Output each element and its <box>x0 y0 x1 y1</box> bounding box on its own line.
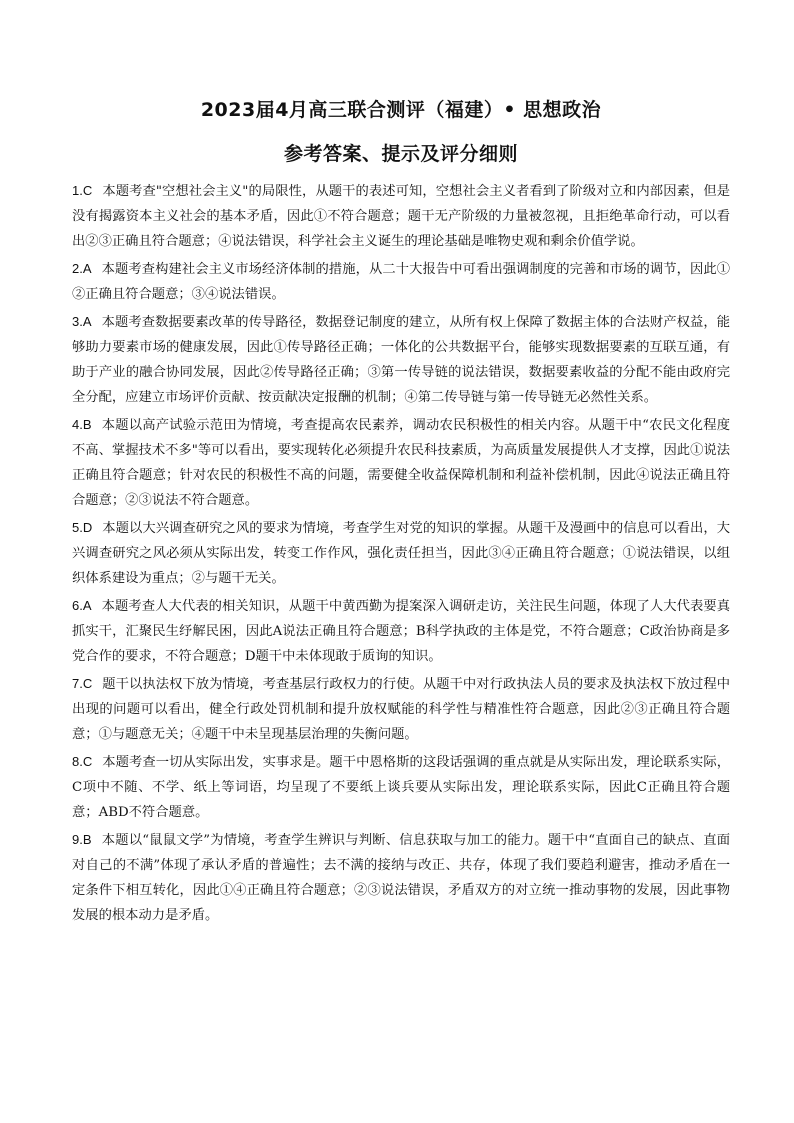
answer-explanation: 本题考查数据要素改革的传导路径，数据登记制度的建立，从所有权上保障了数据主体的合法财产权益，能够助力要素市场的健康发展，因此①传导路径正确；一体化的公共数据平台，能够实现数据要素的互联互通，有助于产业的融合协同发展，因此②传导路径正确；③第一传导链的说法错误，数据要素收益的分配不能由政府完全分配，应建立市场评价贡献、按贡献决定报酬的机制；④第二传导链与第一传导链无必然性关系。 <box>72 315 730 405</box>
answer-item <box>72 749 730 825</box>
document-title: 2023届4月高三联合测评（福建）• 思想政治 <box>200 99 602 121</box>
answer-number: 5.D <box>72 520 93 535</box>
answer-explanation: 本题以高产试验示范田为情境，考查提高农民素养，调动农民积极性的相关内容。从题干中“农民文化程度不高、掌握技术不多"等可以看出，要实现转化必须提升农民科技素质，为高质量发展提供人才支撑，因此①说法正确且符合题意；针对农民的积极性不高的问题，需要健全收益保障机制和利益补偿机制，因此④说法正确且符合题意；②③说法不符合题意。 <box>72 418 730 508</box>
answer-item <box>72 309 730 410</box>
answer-number: 4.B <box>72 417 92 432</box>
answer-explanation: 本题考查构建社会主义市场经济体制的措施，从二十大报告中可看出强调制度的完善和市场的调节，因此①②正确且符合题意；③④说法错误。 <box>72 262 730 302</box>
answer-explanation: 本题考查人大代表的相关知识，从题干中黄西勤为提案深入调研走访，关注民生问题，体现了人大代表要真抓实干，汇聚民生纾解民困，因此A说法正确且符合题意；B科学执政的主体是党，不符合题意；C政治协商是多党合作的要求，不符合题意；D题干中未体现敢于质询的知识。 <box>72 599 730 664</box>
answer-list <box>72 178 730 928</box>
answer-number: 9.B <box>72 832 92 847</box>
answer-item <box>72 827 730 928</box>
answer-explanation: 题干以执法权下放为情境，考查基层行政权力的行使。从题干中对行政执法人员的要求及执法权下放过程中出现的问题可以看出，健全行政处罚机制和提升放权赋能的科学性与精准性符合题意，因此②③正确且符合题意；①与题意无关；④题干中未呈现基层治理的失衡问题。 <box>72 677 730 742</box>
answer-number: 3.A <box>72 314 92 329</box>
answer-explanation: 本题考查一切从实际出发，实事求是。题干中恩格斯的这段话强调的重点就是从实际出发，理论联系实际，C项中不随、不学、纸上等词语，均呈现了不要纸上谈兵要从实际出发，理论联系实际，因此C正确且符合题意；ABD不符合题意。 <box>72 755 730 820</box>
answer-item <box>72 256 730 307</box>
answer-number: 1.C <box>72 183 93 198</box>
answer-number: 6.A <box>72 598 92 613</box>
document-subtitle: 参考答案、提示及评分细则 <box>283 143 518 165</box>
answer-item <box>72 412 730 513</box>
answer-explanation: 本题以大兴调查研究之风的要求为情境，考查学生对党的知识的掌握。从题干及漫画中的信息可以看出，大兴调查研究之风必须从实际出发，转变工作作风，强化责任担当，因此③④正确且符合题意；①说法错误，以组织体系建设为重点；②与题干无关。 <box>72 521 730 586</box>
answer-explanation: 本题考查"空想社会主义"的局限性，从题干的表述可知，空想社会主义者看到了阶级对立和内部因素，但是没有揭露资本主义社会的基本矛盾，因此①不符合题意；题干无产阶级的力量被忽视，且拒绝革命行动，可以看出②③正确且符合题意；④说法错误，科学社会主义诞生的理论基础是唯物史观和剩余价值学说。 <box>72 184 730 249</box>
answer-number: 7.C <box>72 676 93 691</box>
answer-item <box>72 515 730 591</box>
answer-explanation: 本题以“鼠鼠文学”为情境，考查学生辨识与判断、信息获取与加工的能力。题干中“直面自己的缺点、直面对自己的不满”体现了承认矛盾的普遍性；去不满的接纳与改正、共存，体现了我们要趋利避害，推动矛盾在一定条件下相互转化，因此①④正确且符合题意；②③说法错误，矛盾双方的对立统一推动事物的发展，因此事物发展的根本动力是矛盾。 <box>72 833 730 923</box>
answer-number: 8.C <box>72 754 93 769</box>
answer-number: 2.A <box>72 261 92 276</box>
answer-item <box>72 178 730 254</box>
answer-item <box>72 593 730 669</box>
answer-item <box>72 671 730 747</box>
